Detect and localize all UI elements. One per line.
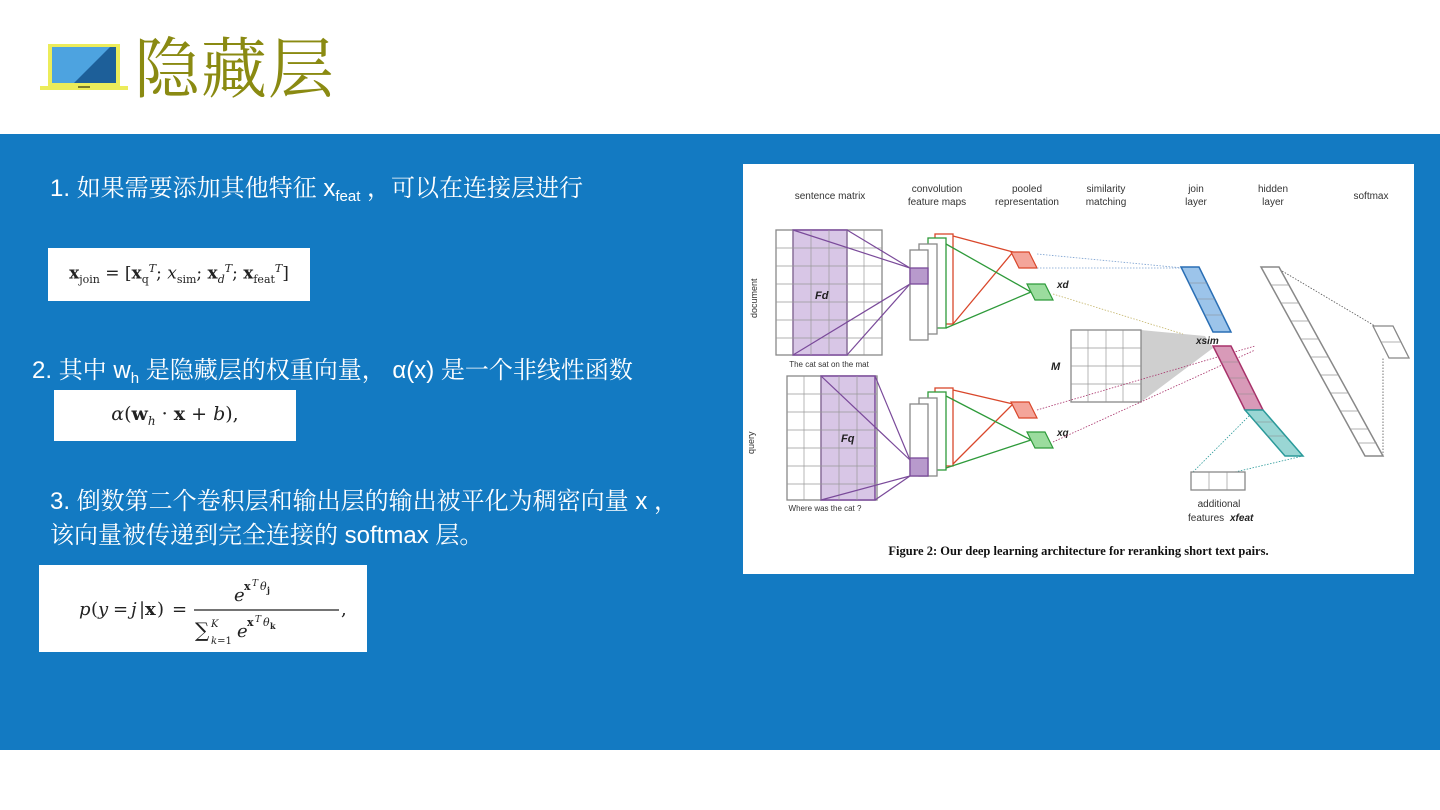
svg-text:=: =	[172, 599, 188, 620]
svg-text:|: |	[139, 599, 146, 620]
doc-sentence: The cat sat on the mat	[789, 360, 869, 369]
formula-join	[48, 248, 310, 301]
item-1-text-after: ，可以在连接层进行	[360, 175, 584, 202]
svg-text:T: T	[255, 615, 262, 625]
item-1-number: 1.	[50, 175, 71, 202]
query-sentence: Where was the cat ?	[788, 504, 862, 513]
svg-text:(: (	[91, 599, 99, 620]
svg-text:,: ,	[341, 599, 347, 620]
laptop-icon	[40, 42, 130, 92]
formula-join-text: $x_{join} = [x_q^T$; $x_{sim}$; $x_d^T$; $x_{feat}^T$]	[69, 262, 289, 287]
pooled-query-green	[1027, 432, 1053, 448]
svg-text:j: j	[131, 599, 137, 620]
header-softmax: softmax	[1353, 191, 1389, 202]
label-m: M	[1051, 361, 1061, 373]
header-hidden-layer: layer	[1262, 197, 1284, 208]
svg-text:x: x	[145, 599, 156, 620]
item-1-sub: feat	[335, 188, 361, 205]
label-xq: xq	[1057, 428, 1069, 439]
pooled-doc-red	[1011, 252, 1037, 268]
header-join: join	[1188, 184, 1204, 195]
header-matching: matching	[1085, 197, 1127, 208]
header-sentence-matrix: sentence matrix	[794, 191, 866, 202]
item-3-body: 倒数第二个卷积层和输出层的输出被平化为稠密向量 x ，该向量被传递到完全连接的 softmax 层。	[50, 488, 679, 549]
header-representation: representation	[995, 197, 1059, 208]
item-3-number: 3.	[50, 488, 71, 515]
label-additional: additional	[1197, 499, 1241, 510]
label-xsim: xsim	[1196, 336, 1219, 347]
row-label-query: query	[746, 431, 756, 454]
svg-text:): )	[157, 599, 165, 620]
svg-text:θ: θ	[260, 580, 267, 593]
item-2-text-after: 是隐藏层的权重向量， α(x) 是一个非线性函数	[139, 357, 633, 384]
svg-text:e: e	[237, 621, 248, 642]
formula-hidden-text: $\alpha(w_h \cdot x + b)$,	[111, 403, 239, 428]
label-features: features	[1188, 513, 1225, 524]
svg-text:T: T	[252, 579, 259, 589]
query-feature-maps	[910, 388, 953, 476]
header-feature-maps: feature maps	[907, 197, 967, 208]
additional-features-vector	[1191, 472, 1245, 490]
formula-softmax	[39, 565, 367, 652]
item-1-text-before: 如果需要添加其他特征 x	[76, 175, 336, 202]
svg-text:k: k	[270, 621, 276, 631]
header-pooled: pooled	[1011, 184, 1043, 195]
svg-text:k=1: k=1	[211, 636, 232, 647]
svg-text:=: =	[113, 599, 129, 620]
svg-text:∑: ∑	[195, 618, 210, 642]
header-convolution: convolution	[911, 184, 963, 195]
formula-hidden	[54, 390, 296, 441]
label-fq: Fq	[841, 433, 855, 445]
svg-text:θ: θ	[263, 616, 270, 629]
document-matrix	[776, 230, 882, 369]
svg-text:K: K	[211, 619, 219, 630]
architecture-figure	[743, 164, 1414, 574]
pooled-query-red	[1011, 402, 1037, 418]
pooled-doc-green	[1027, 284, 1053, 300]
item-2-number: 2.	[32, 357, 53, 384]
row-label-document: document	[749, 278, 759, 318]
header-hidden: hidden	[1257, 184, 1289, 195]
item-3-text	[50, 485, 690, 553]
item-2-text-before: 其中 w	[58, 357, 131, 384]
label-fd: Fd	[815, 290, 829, 302]
item-1-text	[50, 172, 650, 206]
item-2-text	[32, 354, 732, 388]
svg-text:x: x	[247, 616, 254, 629]
label-xd: xd	[1057, 280, 1069, 291]
title-bar	[0, 0, 1440, 134]
label-xfeat: xfeat	[1230, 513, 1254, 524]
svg-text:j: j	[267, 585, 270, 595]
svg-text:y: y	[98, 599, 109, 620]
svg-text:e: e	[234, 585, 245, 606]
item-2-sub: h	[130, 370, 140, 387]
doc-feature-maps	[910, 234, 953, 340]
figure-caption: Figure 2: Our deep learning architecture for reranking short text pairs.	[888, 544, 1269, 558]
svg-text:x: x	[244, 580, 251, 593]
similarity-matrix	[1071, 330, 1141, 402]
formula-softmax-render	[39, 565, 367, 652]
slide-title: 隐藏层	[134, 31, 335, 108]
header-similarity: similarity	[1086, 184, 1126, 195]
query-matrix	[787, 376, 877, 513]
header-layer: layer	[1185, 197, 1207, 208]
architecture-diagram	[743, 164, 1414, 574]
svg-text:p: p	[79, 599, 91, 620]
